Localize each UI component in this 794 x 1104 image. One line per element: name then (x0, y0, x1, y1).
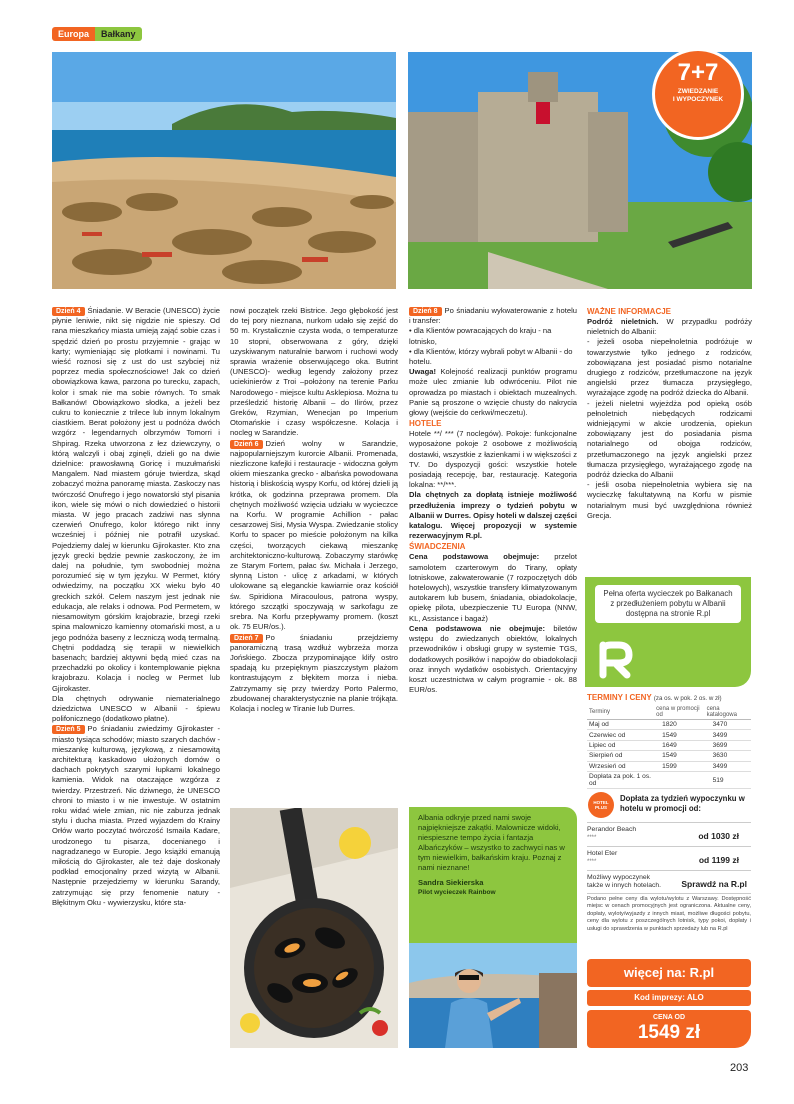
hotel-option-price: od 1030 zł (698, 831, 739, 841)
terms-subtitle: (za os. w pok. 2 os. w zł) (653, 695, 722, 702)
hotels-extension-note: Dla chętnych za dopłatą istnieje możliwość przedłużenia imprezy o tydzień pobytu w Albanii w Durres. Opisy hoteli w dalszej części katalogu. Więcej propozycji w systemie rezerwacyjnym R.pl. (409, 490, 577, 541)
price-footnote: Podano pełne ceny dla wylotu/wylotu z Warszawy. Dostępność miejsc w cenach promocyjnych jest ograniczona. Aktualne ceny, dopłaty, wyloty/wyjazdy z innych miast, możliwe długości pobytu, ceny dla wylotu z poszczególnych lotnisk, typy pokoi, dopłaty i usługi do sprawdzenia w punktach sprzedaży lub na R.pl (587, 896, 751, 932)
guide-quote (409, 807, 577, 943)
services-heading: ŚWIADCZENIA (409, 542, 466, 552)
quote-text: Albania odkryje przed nami swoje najpiękniejsze zakątki. Malownicze widoki, niespieszne tempo życia i fantazja Albańczyków – wszystko to zachwyci nas w tym niewielkim, bałkańskim kraju. Poznaj z nami nieznane! (418, 813, 565, 872)
row-term: Sierpień od (587, 751, 654, 761)
guide-photo (409, 943, 577, 1048)
hotel-option-name: Hotel Eter (587, 850, 618, 857)
day4-label: Dzień 4 (52, 307, 85, 316)
hotel-option-note: Możliwy wypoczynek także w innych hotelach. (587, 874, 662, 889)
region-tag (52, 27, 142, 41)
minors-lead-text: W przypadku podróży nieletnich do Albanii: (587, 317, 752, 337)
offer-promo-text: Pełna oferta wycieczek po Bałkanach z przedłużeniem pobytu w Albanii dostępna na stronie R.pl (595, 585, 741, 623)
hotel-option-name: Perandor Beach (587, 826, 637, 833)
minors-rule-1: - jeżeli osoba niepełnoletnia podróżuje w towarzystwie tylko jednego z rodziców, zobowiązana jest posiadać pismo notarialne drugiego z rodziców, przetłumaczone na język angielski przez tłumacza przysięgłego, wyrażające zgodę na podróż dziecka do Albanii. (587, 337, 752, 398)
price-from-label: CENA OD (652, 1014, 686, 1021)
minors-rule-2: - jeżeli nieletni wyjeżdża pod opieką osób pełnoletnich niebędących rodzicami widniejącymi w akcie urodzenia, opiekun zobowiązany jest do posiadania pisma notarialnego od obojga rodziców, przetłumaczonego na język angielski przez tłumacza przysięgłego, wyrażającego zgodę na podróż dziecka do Albanii (587, 398, 752, 480)
row-term: Maj od (587, 720, 654, 730)
table-row (587, 761, 751, 771)
hotel-option-check-link[interactable]: Sprawdź na R.pl (681, 879, 747, 889)
quote-author-role: Pilot wycieczek Rainbow (418, 889, 496, 896)
column-1 (52, 306, 220, 908)
day5-label: Dzień 5 (52, 725, 85, 734)
hotel-option-stars: **** (587, 859, 597, 865)
important-info-heading: WAŻNE INFORMACJE (587, 307, 671, 316)
header-dates: Terminy (587, 705, 654, 720)
hotel-plus-badge (588, 792, 614, 818)
mussels-photo (230, 808, 398, 1048)
tour-type-badge (652, 48, 744, 140)
badge-line1: ZWIEDZANIE (677, 88, 719, 95)
row-promo-price: 1599 (654, 761, 704, 771)
row-promo-price: 1820 (654, 720, 704, 730)
badge-line2: I WYPOCZYNEK (672, 96, 724, 104)
day8-text: Po śniadaniu wykwaterowanie z hotelu i transfer: (409, 306, 577, 326)
hotel-plus-badge-line1: HOTEL (593, 800, 609, 805)
table-row (587, 730, 751, 740)
minors-lead (587, 317, 752, 337)
day4-paragraph (52, 306, 220, 694)
offer-promo-box[interactable] (585, 577, 751, 687)
services-included-text: przelot samolotem czarterowym do Tirany, opłaty lotniskowe, zakwaterowanie (7 rozpoczętych dób hotelowych), wszystkie transfery klimatyzowanym autokarem lub busem, śniadania, obiadokolacje, opiekę pilota, ubezpieczenie TU Europa (NNW, KL, Assistance i bagaż) (409, 552, 577, 623)
hotel-option-price: od 1199 zł (698, 855, 739, 865)
row-catalog-price: 3630 (705, 751, 751, 761)
note-paragraph (409, 367, 577, 418)
column-3 (409, 306, 577, 695)
terms-title: TERMINY I CENY (587, 693, 652, 702)
table-row (587, 740, 751, 750)
prices-table (587, 705, 751, 789)
services-excluded-text: biletów wstępu do zwiedzanych obiektów, lokalnych przewodników i obsługi grupy w systemie TGS, dodatkowych posiłków i napojów do obiadokolacji oraz innych wydatków osobistych. Orientacyjny koszt uczestnictwa w całym programie - ok. 88 EUR/os. (409, 623, 577, 695)
table-row (587, 751, 751, 761)
hotel-option-name-wrap (587, 850, 617, 866)
badge-title: 7+7 (677, 59, 719, 86)
row-promo-price: 1649 (654, 740, 704, 750)
hotel-option-row (587, 870, 751, 894)
hotel-option-row (587, 822, 751, 846)
hotel-plus-title: Dopłata za tydzień wypoczynku w hotelu w promocji od: (620, 794, 745, 813)
note-text: Kolejność realizacji punktów programu może ulec zmianie lub odwróceniu. Pilot nie oprowadza po miastach i obiektach muzealnych. Panie są proszone o wzięcie chusty do nakrycia głowy (wejście do cerkwi/meczetu). (409, 367, 577, 418)
price-from-value: 1549 zł (637, 1022, 701, 1043)
day8-paragraph (409, 306, 577, 326)
row-catalog-price: 3470 (705, 720, 751, 730)
table-row (587, 720, 751, 730)
hotels-heading: HOTELE (409, 419, 442, 429)
row-term: Czerwiec od (587, 730, 654, 740)
day5-text: Po śniadaniu zwiedzimy Gjirokaster - miasto tysiąca schodów; miasto szarych dachów - mieszankę kulturową, językową, z niesamowitą architekturą kaskadowo ułożonych domów o dachach pokrytych szarymi łupkami lokalnego kamienia. Widok na otaczające wzgórza z twierdzy. Przestrzeń. Nic dziwnego, że UNESCO chroni to miasto i w nie inwestuje. W ostatnim roku widać wiele zmian, nic nie zaburza jednak stylu i ducha miasta. Przed wyjazdem do Krainy Orłów warto poczytać twórczość Ismaila Kadare, urodzonego tu pisarza, docenianego i nagradzanego w Europie. Jego książki emanują miłością do Gjirokaster, ale też daje doskonały podkład emocjonalny przed wizytą w Albanii. Następnie przejedziemy w kierunku Sarandy, zatrzymując się przy fenomenie natury - Błękitnym Oku - wywierzysku, które sta- (52, 724, 220, 907)
row-promo-price: 1549 (654, 730, 704, 740)
day7-paragraph (230, 633, 398, 715)
services-excluded-label: Cena podstawowa nie obejmuje: (409, 623, 545, 633)
column-2 (230, 306, 398, 714)
table-row (587, 771, 751, 788)
services-included (409, 552, 577, 623)
quote-author: Sandra Siekierska (418, 878, 484, 887)
beach-photo (52, 52, 396, 289)
hotel-option-stars: **** (587, 835, 597, 841)
day6-text: Dzień wolny w Sarandzie, najpopularniejszym kurorcie Albanii. Promenada, niezliczone kafejki i restauracje - widoczna gołym okiem mieszanka grecko - albańska powodowana historią i bliskością wyspy Korfu, od której dzieli ją krótka, ok godzinna przeprawa promem. Dla chętnych możliwość wzięcia udziału w wycieczce na Korfu. W programie Achillion - pałac cesarzowej Sisi, Mysia Wyspa. Zwiedzanie stolicy Korfu to spacer po mieście położonym na kilka części, tworzących ciekawą mieszankę architektoniczno-kulturową. Zobaczymy starówkę ze Starym Fortem, pałac św. Michała i Jerzego, słynną Liston - ulicę z arkadami, w których ulokowane są eleganckie kawiarnie oraz kościół św. Spiridiona Miracoulous, patrona wyspy, którego szczątki spoczywają w sarkofagu ze srebra. Na Korfu przepływamy promem. (koszt ok. 75 EUR/os.). (230, 438, 398, 632)
services-included-label: Cena podstawowa obejmuje: (409, 552, 540, 562)
row-promo-price: 1549 (654, 751, 704, 761)
day6-paragraph (230, 439, 398, 633)
day8-bullet-1: • dla Klientów powracających do kraju - na lotnisko, (409, 326, 552, 346)
minors-lead-label: Podróż nieletnich. (587, 317, 659, 326)
terms-heading (587, 693, 722, 702)
hotel-option-row (587, 846, 751, 870)
tour-code-label: Kod imprezy: ALO (587, 990, 751, 1006)
day7-label: Dzień 7 (230, 634, 263, 643)
day4-text: Śniadanie. W Beracie (UNESCO) życie płynie leniwie, nikt się nigdzie nie spieszy. Od rana mieszkańcy miasta umieją zająć sobie czas i spędzić dzień po prostu przyjemnie - grając w karty; wymieniając się plotkami i nowinami. Tu wieść roznosi się z ust do ust szybciej niż poprzez media społecznościowe! Jak co dzień obowiązkowa kawa, parzona po turecku, zapach, kolor i smak nie ma sobie równych. To smak Bałkanów! Obowiązkowo słodka, a jeżeli bez cukru to koniecznie z trilece lub innym lokalnym ciastkiem. Berat położony jest u podnóża dwóch wzgórz - legendarnych olbrzymów Tomorri i Shpirag. Rzeka utworzona z łez dziewczyny, o którą walczyli i obaj zginęli, dzieli go na dwie dzielnice: prawosławną Goricę i muzułmański Mangalem. Nad miastem góruje twierdza, skąd zobaczyć można panoramę miasta. Zaskoczy nas twórczość Onufrego i jego nowatorski styl pisania ikon, wiele się mówi o nich dowiedzieć o historii miasta. W jego pracach zadziwi nas słynna czerwień Onufrego, kolor którego nikt inny wcześniej i później nie potrafił uzyskać. Pojedziemy dalej w kierunku Gjirokaster. Kto zna język grecki będzie pewnie zaskoczony, że im dalej na południe, tym swobodniej można porozumieć się w tym języku. W Permet, który odwiedzimy, na początku XX wieku było 40 greckich szkół. Celem naszym jest jednak nie edukacja, ale relaks i odnowa. Pod Permetem, w niesamowitym górskim krajobrazie, brzegi rzeki spina malowniczo kamienny otomański most, a u jego podnóża baseny z leczniczą wodą termalną. Chętni poddadzą się terapii w niewielkich basenach; bardziej aktywni będą mieć czas na przechadzki po okolicy i kontemplowanie piękna krajobrazu. Kolacja i nocleg w Permet lub Gjirokaster. (52, 306, 220, 693)
day5-continued: nowi początek rzeki Bistrice. Jego głębokość jest do tej pory nieznana, nurkom udało się zejść do 50 m. Krystalicznie czysta woda, o temperaturze 10 stopni, obserwowana z góry, dzięki uzyskiwanym naturalnie barwom i ruchowi wody sprawia wrażenie obserwującego oka. Butrint (UNESCO)- według legendy założony przez uciekinierów z Troi –położony na terenie Parku Narodowego - miejsce kultu Asklepiosa. Można tu prześledzić historię Albanii – do Ilirów, przez Greków, Rzymian, Wenecjan po Imperium Otomańskie i czasy współczesne. Kolacja i nocleg w Sarandzie. (230, 306, 398, 438)
row-catalog-price: 519 (705, 771, 751, 788)
page-number: 203 (730, 1062, 749, 1074)
row-term: Wrzesień od (587, 761, 654, 771)
day7-text: Po śniadaniu przejdziemy panoramiczną trasą wzdłuż wybrzeża morza Jońskiego. Zbocza przypominające klify ostro spadają ku przepięknym piaszczystym plażom kontrastującym z błękitem morza i nieba. Zatrzymamy się przy twierdzy Porto Palermo, zbudowanej charakterystycznie na planie trójkąta. Kolacja i nocleg w Tiranie lub Durres. (230, 632, 398, 713)
header-catalog-price: cena katalogowa (705, 705, 751, 720)
services-excluded (409, 624, 577, 695)
prices-header-row (587, 705, 751, 720)
row-catalog-price: 3499 (705, 730, 751, 740)
row-promo-price (654, 771, 704, 788)
day6-label: Dzień 6 (230, 440, 263, 449)
row-catalog-price: 3699 (705, 740, 751, 750)
column-4 (587, 306, 752, 521)
price-from-box (587, 1010, 751, 1048)
region-continent: Europa (52, 27, 95, 41)
row-catalog-price: 3499 (705, 761, 751, 771)
region-area: Bałkany (95, 27, 142, 41)
day8-bullet-2: • dla Klientów, którzy wybrali pobyt w Albanii - do hotelu. (409, 346, 573, 367)
hotels-text: Hotele **/ *** (7 noclegów). Pokoje: funkcjonalne wyposażone pokoje 2 osobowe z możliwością dostawki, wszystkie z łazienkami i w większości z TV. Do dyspozycji gości: wszystkie hotele posiadają recepcję, bar, restaurację. Kategoria lokalna: **/***. (409, 429, 577, 490)
r-logo-icon (593, 637, 639, 683)
minors-rule-3: - jeśli osoba niepełnoletnia wybiera się na wycieczkę fakultatywną na Korfu w pismie notarialnym musi być uwzględniona również Grecja. (587, 480, 752, 520)
day4-optional: Dla chętnych odrywanie niematerialnego dziedzictwa UNESCO w Albanii - śpiewu polifonicznego (dodatkowo płatne). (52, 693, 220, 724)
header-promo-price: cena w promocji od (654, 705, 704, 720)
more-info-button[interactable]: więcej na: R.pl (587, 959, 751, 987)
day8-label: Dzień 8 (409, 307, 442, 316)
row-term: Dopłata za pok. 1 os. od (587, 771, 654, 788)
hotel-option-name-wrap (587, 826, 636, 842)
note-label: Uwaga! (409, 367, 437, 377)
hotel-plus-badge-line2: PLUS (594, 805, 607, 810)
day5-paragraph (52, 724, 220, 908)
row-term: Lipiec od (587, 740, 654, 750)
